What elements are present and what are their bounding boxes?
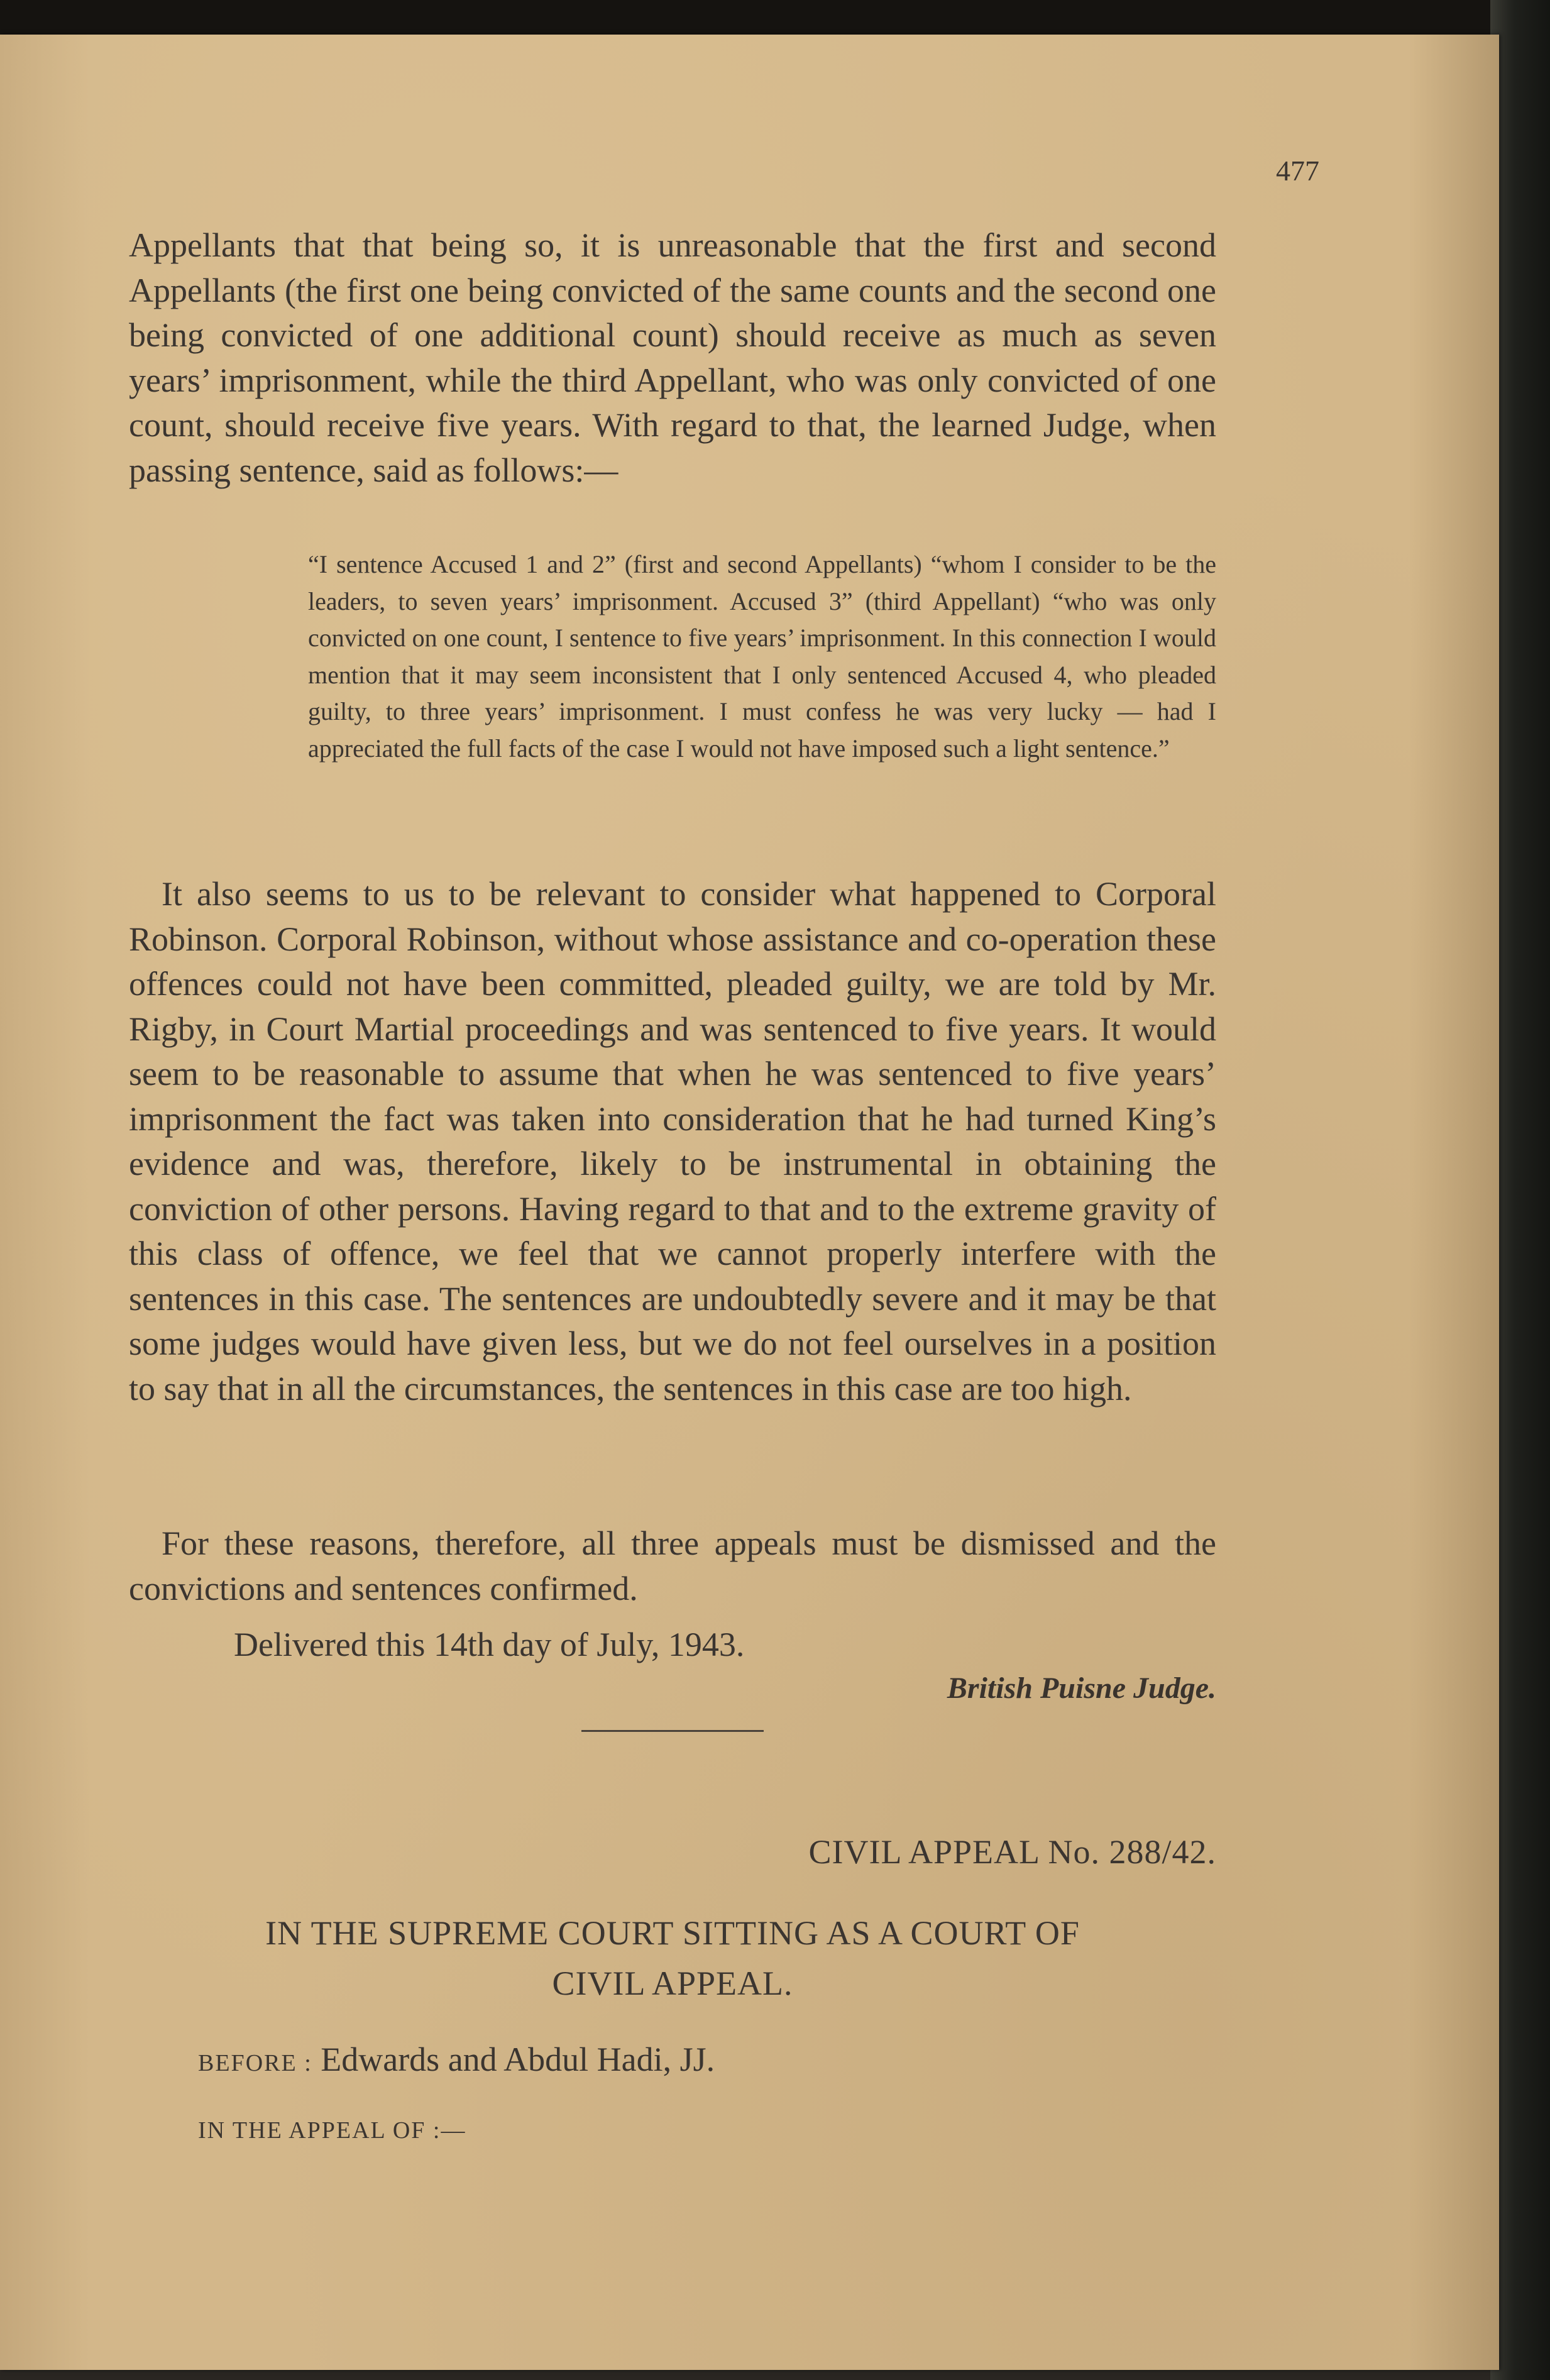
book-binding-edge (1490, 0, 1550, 2380)
quoted-sentence: “I sentence Accused 1 and 2” (first and second Appellants) “whom I consider to be the leaders, to seven years’ imprisonment. Accused 3” (third Appellant) “who was only convicted on one count, I sentence to five years’ imprisonment. In this connection I would mention that it may seem inconsistent that I only sentenced Accused 4, who pleaded guilty, to three years’ imprisonment. I must confess he was very lucky — had I appreciated the full facts of the case I would not have imposed such a light sentence.” (308, 550, 1216, 763)
paragraph-corporal-robinson: It also seems to us to be relevant to consider what happened to Corporal Robinson. Corporal Robinson, without whose assistance and co-operation these offences could not have been committed, pleaded guilty, we are told by Mr. Rigby, in Court Martial proceedings and was sentenced to five years. It would seem to be reasonable to assume that when he was sentenced to five years’ imprisonment the fact was taken into consideration that he had turned King’s evidence and was, therefore, likely to be instrumental in obtaining the conviction of other persons. Having regard to that and to the extreme gravity of this class of offence, we feel that we cannot properly interfere with the sentences in this case. The sentences are undoubtedly severe and it may be that some judges would have given less, but we do not feel ourselves in a position to say that in all the circumstances, the sentences in this case are too high. (129, 875, 1216, 1408)
court-title-line1: IN THE SUPREME COURT SITTING AS A COURT OF (265, 1914, 1080, 1952)
judge-signature: British Puisne Judge. (947, 1672, 1216, 1705)
court-title (129, 1908, 1216, 2008)
case-number: CIVIL APPEAL No. 288/42. (808, 1833, 1216, 1871)
before-label: BEFORE : (198, 2050, 312, 2076)
appeal-of-heading: IN THE APPEAL OF :— (198, 2117, 466, 2144)
court-title-line2: CIVIL APPEAL. (552, 1964, 793, 2002)
paragraph-appellants: Appellants that that being so, it is unreasonable that the first and second Appellants (the first one being convicted of the same counts and the second one being convicted of one additional count) should receive as much as seven years’ imprisonment, while the third Appellant, who was only convicted of one count, should receive five years. With regard to that, the learned Judge, when passing sentence, said as follows:— (129, 226, 1216, 489)
paragraph-conclusion: For these reasons, therefore, all three appeals must be dismissed and the convictions and sentences confirmed. (129, 1524, 1216, 1607)
document-page (0, 35, 1499, 2370)
before-judges: Edwards and Abdul Hadi, JJ. (321, 2041, 715, 2078)
delivered-date: Delivered this 14th day of July, 1943. (234, 1626, 745, 1663)
page-number: 477 (1276, 155, 1319, 187)
section-divider (581, 1730, 764, 1732)
before-line (198, 2040, 715, 2079)
